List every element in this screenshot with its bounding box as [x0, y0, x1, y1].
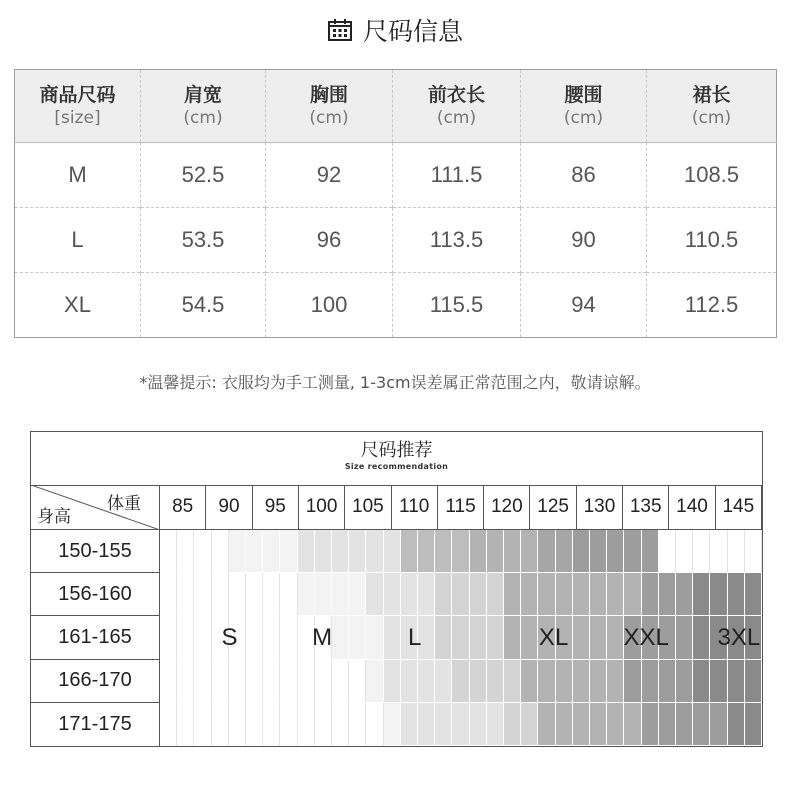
grid-cell [745, 703, 762, 746]
grid-cell [728, 530, 745, 573]
grid-cell [366, 660, 383, 703]
grid-cell [521, 660, 538, 703]
grid-cell [710, 703, 727, 746]
grid-cell [642, 660, 659, 703]
table-row [15, 143, 777, 208]
grid-cell [280, 660, 297, 703]
grid-cell [470, 703, 487, 746]
grid-cell [349, 616, 366, 659]
grid-cell [366, 530, 383, 573]
grid-cell [504, 660, 521, 703]
grid-cell [538, 703, 555, 746]
grid-cell [401, 703, 418, 746]
grid-cell [177, 573, 194, 616]
header-skirt-length: 裙长 (cm) [647, 70, 777, 143]
grid-cell [263, 530, 280, 573]
table-cell: XL [15, 273, 141, 338]
grid-cell [349, 530, 366, 573]
grid-cell [349, 703, 366, 746]
grid-cell [693, 660, 710, 703]
grid-cell [366, 703, 383, 746]
grid-cell [315, 530, 332, 573]
grid-cell [452, 703, 469, 746]
grid-cell [280, 530, 297, 573]
grid-cell [332, 660, 349, 703]
grid-cell [384, 573, 401, 616]
grid-cell [470, 530, 487, 573]
size-label-3xl: 3XL [717, 624, 761, 651]
grid-cell [160, 660, 177, 703]
grid-cell [556, 660, 573, 703]
grid-cell [470, 616, 487, 659]
height-axis-label: 身高 [37, 507, 71, 527]
grid-cell [194, 573, 211, 616]
grid-cell [556, 530, 573, 573]
grid-cell [452, 573, 469, 616]
page-title-text: 尺码信息 [362, 17, 463, 46]
grid-cell [280, 616, 297, 659]
table-cell: 113.5 [393, 208, 521, 273]
grid-cell [573, 660, 590, 703]
grid-cell [349, 660, 366, 703]
table-cell: 115.5 [393, 273, 521, 338]
grid-cell [538, 660, 555, 703]
grid-cell [332, 530, 349, 573]
grid-cell [607, 616, 624, 659]
height-header-cell: 171-175 [31, 703, 160, 746]
grid-cell [521, 703, 538, 746]
weight-header-cell: 100 [299, 485, 345, 530]
weight-header-cell: 145 [716, 485, 762, 530]
grid-cell [504, 530, 521, 573]
grid-cell [435, 530, 452, 573]
weight-header-cell: 120 [484, 485, 530, 530]
grid-cell [487, 573, 504, 616]
grid-cell [659, 703, 676, 746]
size-fill-grid [160, 530, 762, 746]
size-label-m: M [312, 624, 333, 651]
grid-cell [435, 660, 452, 703]
corner-cell [31, 485, 160, 530]
grid-cell [246, 616, 263, 659]
grid-cell [504, 573, 521, 616]
grid-cell [676, 530, 693, 573]
grid-cell [263, 703, 280, 746]
grid-cell [676, 616, 693, 659]
grid-cell [504, 703, 521, 746]
grid-cell [401, 573, 418, 616]
size-recommendation [30, 431, 763, 747]
grid-cell [728, 703, 745, 746]
grid-cell [263, 660, 280, 703]
weight-header-cell: 125 [530, 485, 576, 530]
grid-cell [487, 703, 504, 746]
grid-cell [556, 573, 573, 616]
table-cell: 94 [521, 273, 647, 338]
grid-cell [246, 530, 263, 573]
grid-cell [212, 530, 229, 573]
grid-cell [418, 573, 435, 616]
grid-cell [384, 616, 401, 659]
table-cell: 90 [521, 208, 647, 273]
grid-cell [710, 573, 727, 616]
grid-cell [280, 573, 297, 616]
grid-cell [487, 616, 504, 659]
weight-header-cell: 85 [160, 485, 206, 530]
header-size: 商品尺码 [size] [39, 84, 116, 128]
grid-cell [280, 703, 297, 746]
grid-cell [298, 703, 315, 746]
grid-cell [607, 660, 624, 703]
size-label-s: S [221, 624, 238, 651]
grid-cell [418, 660, 435, 703]
grid-cell [315, 703, 332, 746]
grid-cell [590, 660, 607, 703]
table-cell: 111.5 [393, 143, 521, 208]
grid-cell [229, 573, 246, 616]
grid-cell [298, 530, 315, 573]
grid-cell [401, 530, 418, 573]
grid-cell [246, 660, 263, 703]
table-cell: 100 [266, 273, 393, 338]
grid-cell [298, 573, 315, 616]
calendar-grid-icon [327, 18, 353, 42]
grid-cell [332, 616, 349, 659]
grid-cell [177, 530, 194, 573]
grid-cell [590, 703, 607, 746]
table-cell: 110.5 [647, 208, 777, 273]
table-cell: 53.5 [141, 208, 266, 273]
grid-cell [384, 703, 401, 746]
table-row [15, 208, 777, 273]
grid-cell [538, 530, 555, 573]
grid-cell [659, 530, 676, 573]
grid-cell [212, 660, 229, 703]
weight-header-cell: 110 [392, 485, 438, 530]
grid-cell [659, 573, 676, 616]
grid-cell [470, 660, 487, 703]
grid-cell [229, 703, 246, 746]
grid-cell [693, 530, 710, 573]
grid-cell [177, 703, 194, 746]
grid-cell [538, 573, 555, 616]
grid-cell [521, 573, 538, 616]
size-label-xl: XL [538, 624, 569, 651]
weight-header-cell: 135 [623, 485, 669, 530]
grid-cell [194, 703, 211, 746]
grid-cell [315, 660, 332, 703]
grid-cell [573, 530, 590, 573]
grid-cell [590, 573, 607, 616]
weight-header-cell: 90 [206, 485, 252, 530]
grid-cell [366, 616, 383, 659]
grid-cell [573, 573, 590, 616]
grid-cell [693, 573, 710, 616]
grid-cell [366, 573, 383, 616]
grid-cell [160, 703, 177, 746]
grid-cell [659, 660, 676, 703]
table-cell: 108.5 [647, 143, 777, 208]
grid-cell [590, 616, 607, 659]
grid-cell [521, 616, 538, 659]
grid-cell [194, 660, 211, 703]
grid-cell [246, 703, 263, 746]
table-cell: 92 [266, 143, 393, 208]
grid-cell [418, 530, 435, 573]
table-cell: L [15, 208, 141, 273]
grid-cell [160, 616, 177, 659]
grid-cell [676, 573, 693, 616]
grid-cell [349, 573, 366, 616]
size-label-xxl: XXL [623, 624, 669, 651]
grid-cell [745, 573, 762, 616]
measurement-note: *温馨提示: 衣服均为手工测量, 1-3cm误差属正常范围之内，敬请谅解。 [139, 373, 651, 392]
table-cell: 86 [521, 143, 647, 208]
table-cell: 54.5 [141, 273, 266, 338]
header-shoulder: 肩宽 (cm) [141, 70, 266, 143]
grid-cell [487, 660, 504, 703]
table-cell: 112.5 [647, 273, 777, 338]
weight-header-cell: 140 [669, 485, 715, 530]
grid-cell [693, 616, 710, 659]
grid-cell [384, 530, 401, 573]
grid-cell [452, 660, 469, 703]
grid-cell [160, 530, 177, 573]
grid-cell [298, 660, 315, 703]
header-chest: 胸围 (cm) [266, 70, 393, 143]
size-table-header-row [15, 70, 777, 143]
grid-cell [229, 660, 246, 703]
height-header-cell: 166-170 [31, 660, 160, 703]
grid-cell [332, 703, 349, 746]
weight-header-cell: 130 [577, 485, 623, 530]
grid-cell [728, 573, 745, 616]
grid-cell [710, 530, 727, 573]
grid-cell [676, 703, 693, 746]
grid-cell [212, 703, 229, 746]
grid-cell [624, 573, 641, 616]
grid-cell [194, 616, 211, 659]
grid-cell [263, 573, 280, 616]
grid-cell [573, 616, 590, 659]
grid-cell [435, 573, 452, 616]
grid-cell [263, 616, 280, 659]
grid-cell [710, 660, 727, 703]
grid-cell [452, 616, 469, 659]
grid-cell [470, 573, 487, 616]
height-header-cell: 150-155 [31, 530, 160, 573]
grid-cell [194, 530, 211, 573]
page-title [0, 10, 790, 50]
grid-cell [401, 660, 418, 703]
weight-header-cell: 115 [438, 485, 484, 530]
header-front-length: 前衣长 (cm) [393, 70, 521, 143]
grid-cell [745, 530, 762, 573]
height-header-cell: 156-160 [31, 573, 160, 616]
grid-cell [590, 530, 607, 573]
grid-cell [160, 573, 177, 616]
table-cell: 96 [266, 208, 393, 273]
grid-cell [177, 616, 194, 659]
grid-cell [624, 703, 641, 746]
grid-cell [642, 573, 659, 616]
grid-cell [521, 530, 538, 573]
grid-cell [607, 573, 624, 616]
grid-cell [693, 703, 710, 746]
table-cell: M [15, 143, 141, 208]
grid-cell [728, 660, 745, 703]
grid-cell [642, 703, 659, 746]
grid-cell [624, 530, 641, 573]
weight-header-cell: 105 [345, 485, 391, 530]
grid-cell [177, 660, 194, 703]
grid-cell [624, 660, 641, 703]
grid-cell [607, 530, 624, 573]
grid-cell [573, 703, 590, 746]
grid-cell [384, 660, 401, 703]
grid-cell [246, 573, 263, 616]
table-row [15, 273, 777, 338]
grid-cell [418, 703, 435, 746]
grid-cell [607, 703, 624, 746]
grid-cell [212, 573, 229, 616]
size-info-table [14, 69, 777, 338]
table-cell: 52.5 [141, 143, 266, 208]
grid-cell [452, 530, 469, 573]
grid-cell [676, 660, 693, 703]
grid-cell [435, 616, 452, 659]
header-waist: 腰围 (cm) [521, 70, 647, 143]
grid-cell [556, 703, 573, 746]
grid-cell [487, 530, 504, 573]
grid-cell [435, 703, 452, 746]
size-label-l: L [408, 624, 422, 651]
weight-axis-label: 体重 [107, 494, 141, 514]
grid-cell [229, 530, 246, 573]
recommendation-title: 尺码推荐 [360, 440, 433, 461]
weight-header-cell: 95 [253, 485, 299, 530]
height-header-cell: 161-165 [31, 616, 160, 659]
grid-cell [745, 660, 762, 703]
recommendation-header [31, 432, 762, 486]
grid-cell [642, 530, 659, 573]
grid-cell [504, 616, 521, 659]
grid-cell [315, 573, 332, 616]
grid-cell [332, 573, 349, 616]
recommendation-subtitle: Size recommendation [344, 462, 449, 471]
